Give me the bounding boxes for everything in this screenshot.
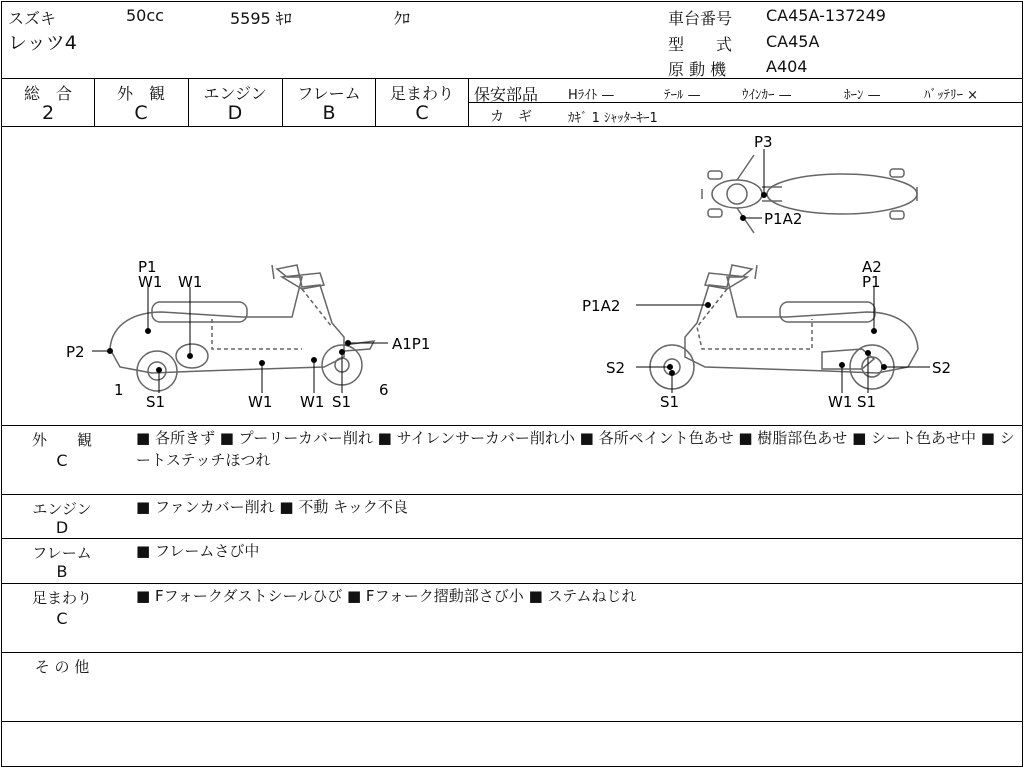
label-1-left: 1 — [114, 381, 124, 399]
label-p1-right: P1 — [862, 273, 881, 291]
grade-suspension-label: 足まわり — [389, 84, 454, 103]
frame-no-label: 車台番号 — [668, 9, 733, 28]
grade-overall-label: 総 合 — [23, 84, 72, 103]
divider — [2, 425, 1022, 426]
label-a1p1-left: A1P1 — [392, 335, 431, 353]
section-suspension-grade: C — [56, 609, 68, 628]
type-label: 型 式 — [668, 35, 733, 54]
engine-value: A404 — [766, 57, 808, 76]
grade-engine-label: エンジン — [203, 84, 267, 103]
section-engine-title: エンジン — [32, 500, 92, 518]
model-name: レッツ4 — [8, 32, 77, 54]
divider — [2, 494, 1022, 495]
section-frame-grade: B — [56, 562, 68, 581]
inspection-sheet — [1, 1, 1023, 767]
label-s1-right-a: S1 — [660, 393, 680, 411]
section-exterior-text: ■ 各所きず ■ プーリーカバー削れ ■ サイレンサーカバー削れ小 ■ 各所ペイント色あせ ■ 樹脂部色あせ ■ シート色あせ中 ■ シートステッチほつれ — [136, 429, 1015, 469]
section-exterior-grade: C — [56, 451, 68, 470]
safety-item-winker: ｳｲﾝｶｰ — — [742, 88, 792, 103]
section-suspension-title: 足まわり — [31, 589, 92, 607]
section-frame-title: フレーム — [32, 544, 92, 562]
label-w1-left-a: W1 — [138, 273, 163, 291]
label-a2-right: A2 — [862, 258, 882, 276]
grade-frame-label: フレーム — [297, 84, 361, 103]
divider — [2, 583, 1022, 584]
safety-item-headlight: Hﾗｲﾄ — — [568, 88, 615, 103]
divider — [2, 538, 1022, 539]
section-engine-text: ■ ファンカバー削れ ■ 不動 キック不良 — [136, 498, 408, 516]
grade-overall-value: 2 — [41, 102, 55, 124]
grade-exterior-value: C — [134, 102, 148, 124]
displacement: 50cc — [126, 6, 164, 25]
grade-frame-value: B — [322, 102, 336, 124]
label-s1-right-b: S1 — [857, 393, 877, 411]
grade-exterior-label: 外 観 — [116, 84, 165, 103]
scooter-top-view — [702, 155, 917, 233]
mileage: 5595 ｷﾛ — [230, 9, 292, 28]
section-frame-text: ■ フレームさび中 — [136, 542, 260, 560]
section-engine-grade: D — [55, 518, 69, 537]
label-s1-left-a: S1 — [146, 393, 166, 411]
grade-suspension-value: C — [415, 102, 429, 124]
safety-item-tail: ﾃｰﾙ — — [664, 88, 701, 103]
label-p1a2-top: P1A2 — [764, 210, 803, 228]
label-p3-top: P3 — [754, 133, 773, 151]
safety-item-battery: ﾊﾞｯﾃﾘｰ × — [924, 88, 979, 103]
label-s2-right-a: S2 — [606, 359, 626, 377]
engine-label: 原 動 機 — [668, 60, 727, 79]
label-s1-left-b: S1 — [332, 393, 352, 411]
key-value: ｶｷﾞ 1 ｼｬｯﾀｰｷｰ1 — [568, 111, 658, 126]
maker: スズキ — [8, 9, 57, 28]
color: ｸﾛ — [394, 9, 411, 28]
safety-label: 保安部品 — [474, 85, 539, 104]
label-p1-left: P1 — [138, 258, 157, 276]
label-s2-right-b: S2 — [932, 359, 952, 377]
label-w1-left-d: W1 — [300, 393, 325, 411]
frame-no: CA45A-137249 — [766, 6, 886, 25]
key-label: カ ギ — [490, 109, 532, 125]
divider — [2, 721, 1022, 722]
type-value: CA45A — [766, 32, 820, 51]
divider — [2, 78, 1022, 79]
label-w1-left-c: W1 — [248, 393, 273, 411]
label-p2-left: P2 — [66, 343, 85, 361]
label-w1-right: W1 — [828, 393, 853, 411]
section-other-title: そ の 他 — [34, 658, 90, 676]
label-w1-left-b: W1 — [178, 273, 203, 291]
divider — [2, 652, 1022, 653]
label-6-left: 6 — [379, 381, 389, 399]
safety-item-horn: ﾎｰﾝ — — [844, 88, 881, 103]
grade-engine-value: D — [227, 102, 243, 124]
label-p1a2-right: P1A2 — [582, 297, 621, 315]
section-exterior-title: 外 観 — [31, 431, 92, 449]
section-suspension-text: ■ Fフォークダストシールひび ■ Fフォーク摺動部さび小 ■ ステムねじれ — [136, 587, 637, 605]
scooter-diagram — [2, 127, 1022, 425]
